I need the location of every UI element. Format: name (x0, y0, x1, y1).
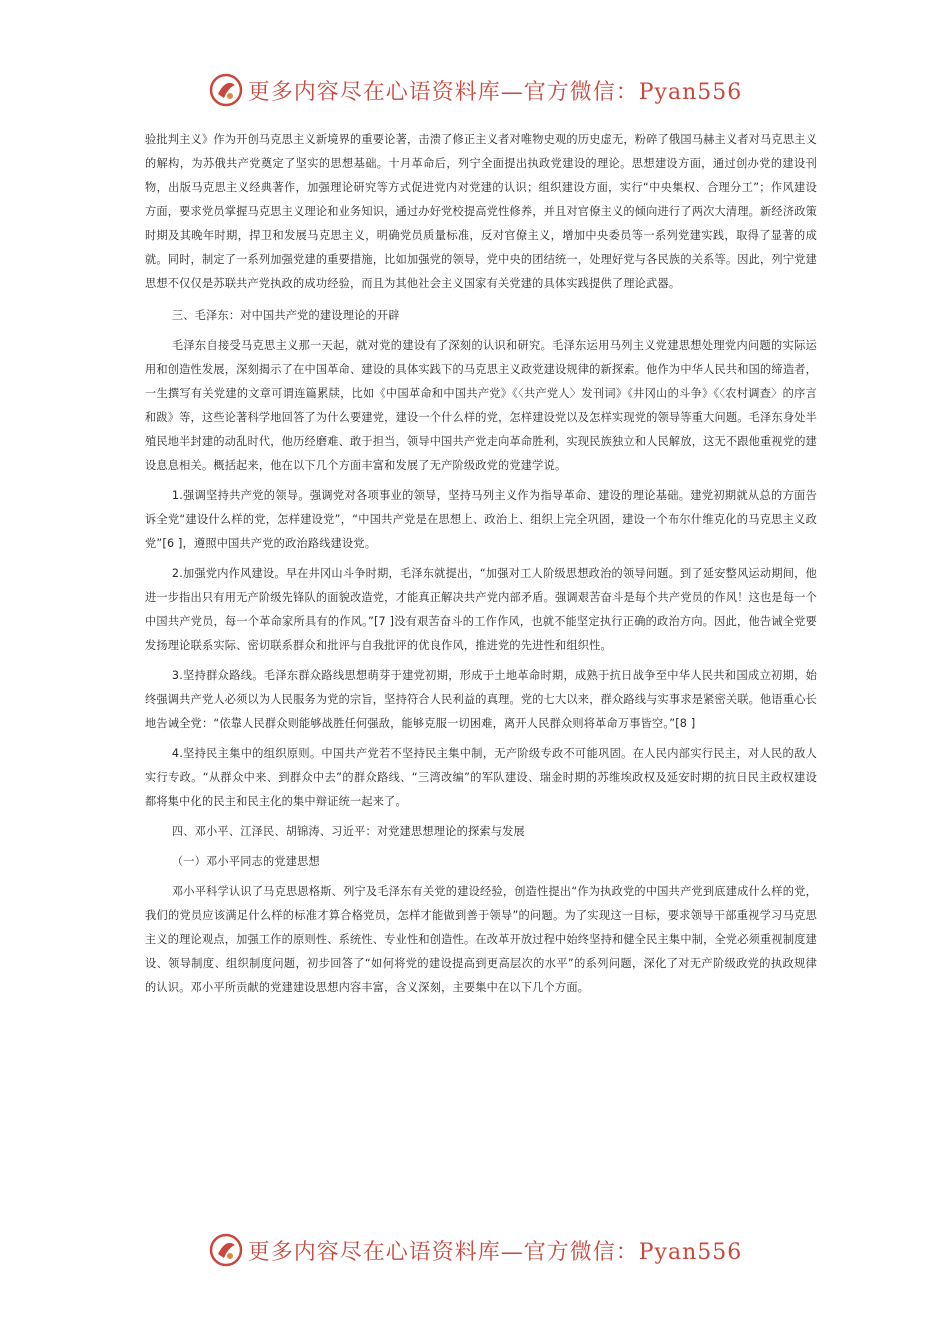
banner-text: 更多内容尽在心语资料库—官方微信：Pyan556 (247, 1239, 743, 1265)
paragraph-mao-intro: 毛泽东自接受马克思主义那一天起，就对党的建设有了深刻的认识和研究。毛泽东运用马列主义党建思想处理党内问题的实际运用和创造性发展，深刻揭示了在中国革命、建设的具体实践下的马克思主义政党建设规律的新探索。他作为中华人民共和国的缔造者，一生撰写有关党建的文章可谓连篇累牍，比如《中国革命和中国共产党》《〈共产党人〉发刊词》《井冈山的斗争》《〈农村调查〉的序言和跋》等，这些论著科学地回答了为什么要建党，建设一个什么样的党，怎样建设党以及怎样实现党的领导等重大问题。毛泽东身处半殖民地半封建的动乱时代，他历经磨难、敢于担当，领导中国共产党走向革命胜利，实现民族独立和人民解放，这无不跟他重视党的建设息息相关。概括起来，他在以下几个方面丰富和发展了无产阶级政党的党建学说。 (145, 339, 817, 472)
paragraph-point-3: 3.坚持群众路线。毛泽东群众路线思想萌芽于建党初期，形成于土地革命时期，成熟于抗日战争至中华人民共和国成立初期，始终强调共产党人必须以为人民服务为党的宗旨，坚持符合人民利益的真理。党的七大以来，群众路线与实事求是紧密关联。他语重心长地告诫全党：“依靠人民群众则能够战胜任何强敌，能够克服一切困难，离开人民群众则将革命万事皆空。”[8 ] (145, 669, 817, 730)
library-logo-icon (208, 72, 244, 108)
section-heading-4: 四、邓小平、江泽民、胡锦涛、习近平：对党建思想理论的探索与发展 (171, 825, 525, 838)
article-body (145, 128, 817, 1006)
paragraph-deng: 邓小平科学认识了马克思恩格斯、列宁及毛泽东有关党的建设经验，创造性提出“作为执政党的中国共产党到底建成什么样的党，我们的党员应该满足什么样的标准才算合格党员，怎样才能做到善于领导”的问题。为了实现这一目标，要求领导干部重视学习马克思主义的理论观点，加强工作的原则性、系统性、专业性和创造性。在改革开放过程中始终坚持和健全民主集中制，全党必须重视制度建设、领导制度、组织制度问题，初步回答了“如何将党的建设提高到更高层次的水平”的系列问题，深化了对无产阶级政党的执政规律的认识。邓小平所贡献的党建建设思想内容丰富，含义深刻，主要集中在以下几个方面。 (145, 885, 817, 994)
paragraph-point-1: 1.强调坚持共产党的领导。强调党对各项事业的领导，坚持马列主义作为指导革命、建设的理论基础。建党初期就从总的方面告诉全党“建设什么样的党，怎样建设党”，“中国共产党是在思想上、政治上、组织上完全巩固，建设一个布尔什维克化的马克思主义政党”[6 ]，遵照中国共产党的政治路线建设党。 (145, 489, 817, 550)
section-heading-mao: 三、毛泽东：对中国共产党的建设理论的开辟 (171, 309, 400, 322)
subsection-heading-deng: （一）邓小平同志的党建思想 (171, 855, 320, 868)
paragraph-point-4: 4.坚持民主集中的组织原则。中国共产党若不坚持民主集中制，无产阶级专政不可能巩固。在人民内部实行民主，对人民的敌人实行专政。“从群众中来、到群众中去”的群众路线、“三湾改编”的军队建设、瑞金时期的苏维埃政权及延安时期的抗日民主政权建设都将集中化的民主和民主化的集中辩证统一起来了。 (145, 747, 817, 808)
header-banner (0, 70, 950, 110)
footer-banner (0, 1230, 950, 1270)
paragraph-point-2: 2.加强党内作风建设。早在井冈山斗争时期，毛泽东就提出，“加强对工人阶级思想政治的领导问题。到了延安整风运动期间，他进一步指出只有用无产阶级先锋队的面貌改造党，才能真正解决共产党内部矛盾。强调艰苦奋斗是每个共产党员的作风！这也是每一个中国共产党员，每一个革命家所具有的作风。”[7 ]没有艰苦奋斗的工作作风，也就不能坚定执行正确的政治方向。因此，他告诫全党要发扬理论联系实际、密切联系群众和批评与自我批评的优良作风，推进党的先进性和组织性。 (145, 567, 817, 652)
banner-text: 更多内容尽在心语资料库—官方微信：Pyan556 (247, 79, 743, 105)
library-logo-icon (208, 1232, 244, 1268)
paragraph-lenin-summary: 验批判主义》作为开创马克思主义新境界的重要论著，击溃了修正主义者对唯物史观的历史虚无，粉碎了俄国马赫主义者对马克思主义的解构，为苏俄共产党奠定了坚实的思想基础。十月革命后，列宁全面提出执政党建设的理论。思想建设方面，通过创办党的建设刊物，出版马克思主义经典著作，加强理论研究等方式促进党内对党建的认识；组织建设方面，实行“中央集权、合理分工”；作风建设方面，要求党员掌握马克思主义理论和业务知识，通过办好党校提高党性修养，并且对官僚主义的倾向进行了两次大清理。新经济政策时期及其晚年时期，捍卫和发展马克思主义，明确党员质量标准，反对官僚主义，增加中央委员等一系列党建实践，取得了显著的成就。同时，制定了一系列加强党建的重要措施，比如加强党的领导，党中央的团结统一，处理好党与各民族的关系等。因此，列宁党建思想不仅仅是苏联共产党执政的成功经验，而且为其他社会主义国家有关党建的具体实践提供了理论武器。 (145, 133, 817, 290)
